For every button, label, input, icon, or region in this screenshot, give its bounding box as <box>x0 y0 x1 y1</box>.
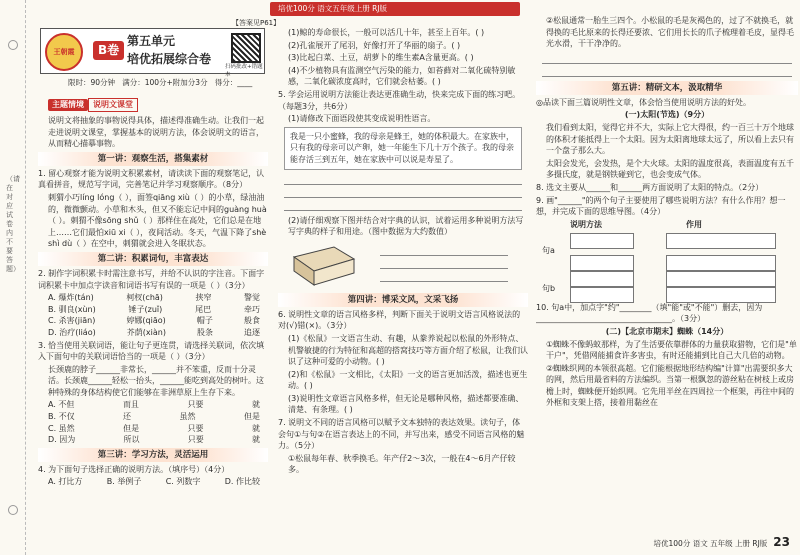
full-score: 满分：100分+附加分3分 <box>122 78 208 87</box>
volume-badge: B卷 <box>93 41 124 60</box>
method-box[interactable] <box>570 287 634 303</box>
option-cell-row <box>38 327 268 339</box>
dictionary-figure <box>278 239 528 291</box>
right-content <box>536 0 798 409</box>
left-content <box>38 114 268 488</box>
question-5-part2: (2)请仔细观察下图并结合对字典的认识，试着运用多种说明方法写写字典的样子和用途。（图中数据为大约数值） <box>288 215 524 237</box>
passage-2-para2: ②蜘蛛织网的本领很高超。它们能根据地形结构编"计算"出需要织多大的网，然后用最省料的方法编织。当第一根飘忽的游丝粘在树枝上或房檐上时，蜘蛛便开始织网。它先用半丝在四周拉一个框架，再往中间的外框和支架上搭，接着用黏丝在 <box>546 363 794 408</box>
question-9: 9. 画"______"的两个句子主要使用了哪些说明方法？有什么作用？想一想，并完成下面的思维导图。（4分） <box>536 195 786 217</box>
option-cell[interactable]: 股条 <box>196 327 213 337</box>
answer-line[interactable] <box>284 172 522 185</box>
page-footer <box>654 534 790 551</box>
passage-1-para1: 我们看到太阳，觉得它并不大，实际上它大得很，约一百三十万个地球的体积才能抵得上一个太阳。因为太阳离地球太远了，所以看上去只有一个盘子那么大。 <box>546 122 794 156</box>
section-1-title: 第一讲：观察生活，搭集素材 <box>38 152 268 166</box>
answer-line[interactable] <box>380 256 508 269</box>
method-option[interactable]: B. 举例子 <box>106 477 142 487</box>
answer-line[interactable] <box>542 64 792 77</box>
score-got: 得分：____ <box>214 78 253 87</box>
option-cell-row <box>38 315 268 327</box>
method-option[interactable]: D. 作比较 <box>224 477 260 487</box>
theme-tags <box>48 98 138 112</box>
column-right <box>536 0 798 555</box>
option-cell[interactable]: 但是 <box>243 412 260 422</box>
title-box <box>40 28 265 78</box>
passage-2-title: (二)【北京市期末】蜘蛛（14分） <box>605 326 729 336</box>
method-box[interactable] <box>570 233 634 249</box>
question-3-options <box>38 399 268 445</box>
option-cell[interactable]: 锤子(zuǐ) <box>128 304 163 314</box>
question-6-items <box>278 333 528 416</box>
answer-line[interactable] <box>284 185 522 198</box>
option-cell[interactable]: 挟窄 <box>195 293 212 303</box>
question-3-text: 长颈鹿的脖子______非常长，______并不笨重，反而十分灵活。长颈鹿______轻松一抬头，______能吃到高处的树叶。这种特殊的身体结构使它们能够在非洲草原上生存下来。 <box>48 364 264 397</box>
binding-gutter <box>0 0 26 555</box>
option-cell[interactable]: B. 驯良(xùn) <box>48 304 96 314</box>
question-6: 6. 说明性文章的语言风格多样，判断下面关于说明文语言风格说法的对(√)错(×)。（3分） <box>278 309 521 331</box>
passage-2-para1: ①蜘蛛不像蚂蚁那样，为了生活要依靠群体的力量获取猎物，它们是"单干户"，凭借网能捕食许多害虫，有时还能捕到比自己大几倍的动物。 <box>546 339 797 361</box>
question-3: 3. 恰当使用关联词语，能让句子更连贯，请选择关联词，依次填入下面句中的关联词语恰当的一项是（ ）（3分） <box>38 340 265 362</box>
option-cell[interactable]: A. 爆炸(tán) <box>48 293 94 303</box>
question-5: 5. 学会运用说明方法能让表达更准确生动，快来完成下面的练习吧。（每题3分，共6分） <box>278 89 521 111</box>
dictionary-icon <box>284 239 364 289</box>
question-6-item[interactable]: (2)和《松鼠》一文相比，《太阳》一文的语言更加活泼，描述也更生动。( ) <box>288 369 528 391</box>
option-cell[interactable]: 只要 <box>187 423 204 433</box>
question-2: 2. 制作字词积累卡时需注意书写，并给不认识的字注音。下面字词积累卡中加点字读音和词语书写有误的一项是（ ）（3分） <box>38 268 265 290</box>
option-cell[interactable]: 就 <box>252 435 260 445</box>
question-1: 1. 留心观察才能为说明文积累素材，请读读下面的观察笔记，认真看拼音，规范写字词，完善笔记并学习观察顺序。（8分） <box>38 168 265 190</box>
hole-mark <box>8 40 18 50</box>
section-3-title: 第三讲：学习方法，灵活运用 <box>38 448 268 462</box>
effect-box[interactable] <box>666 255 776 271</box>
option-cell[interactable]: 警觉 <box>244 293 260 303</box>
question-8: 8. 选文主要从______和______两方面说明了太阳的特点。（2分） <box>536 182 764 192</box>
method-option[interactable]: C. 列数字 <box>165 477 201 487</box>
intro-text: 说明文将抽象的事物说得具体，描述得准确生动。让我们一起走进说明文课堂，掌握基本的说明方法，体会说明文的语言，从而精心描摹事物。 <box>48 116 264 149</box>
method-option[interactable]: A. 打比方 <box>48 477 83 487</box>
question-5-part1: (1)请修改下面语段使其变成说明性语言。 <box>288 114 436 124</box>
question-2-options <box>38 292 268 338</box>
option-cell[interactable]: 追逐 <box>244 327 260 337</box>
question-4-options <box>38 476 268 488</box>
option-cell[interactable]: C. 杀害(jiān) <box>48 316 96 326</box>
option-cell[interactable]: 婷娜(qiāo) <box>126 316 166 326</box>
answer-reference: 【答案见P61】 <box>232 19 281 27</box>
option-cell[interactable]: 尾巴 <box>195 304 212 314</box>
answer-line[interactable] <box>380 269 508 282</box>
mindmap-row-a: 句a <box>542 245 555 255</box>
section-5-title: 第五讲：精研文本，汲取精华 <box>536 81 798 95</box>
page-number: 23 <box>773 534 790 549</box>
option-cell[interactable]: 帽子 <box>196 316 213 326</box>
exam-meta <box>68 78 252 89</box>
question-4-items <box>278 27 528 88</box>
section-5-intro: ◎品读下面三篇说明性文章，体会恰当使用说明方法的好处。 <box>536 97 751 107</box>
unit-title: 第五单元 <box>127 34 176 48</box>
time-limit: 限时：90分钟 <box>68 78 116 87</box>
answer-line[interactable] <box>380 243 508 256</box>
question-4-item[interactable]: (1)鲸的寿命很长，一般可以活几十年，甚至上百年。( ) <box>288 28 485 37</box>
option-cell[interactable]: 柯杈(chā) <box>126 293 163 303</box>
passage-1-para2: 太阳会发光，会发热，是个大火球。太阳的温度很高，表面温度有五千多摄氏度，就是钢铁碰到它，也会变成气体。 <box>546 158 794 180</box>
mindmap-head-effect: 作用 <box>686 219 702 229</box>
column-left <box>28 0 270 555</box>
footer-text: 培优100分 语文 五年级 上册 RJ版 <box>653 538 768 548</box>
option-cell-row <box>38 304 268 316</box>
question-7-sentence2: ②松鼠通常一胎生三四个。小松鼠的毛是灰褐色的，过了不就换毛，就得换的毛比原来的长得还要浓、它们用长长的爪子梳理着毛皮，显得毛光水滑，干干净净的。 <box>546 16 794 49</box>
option-cell[interactable]: 还 <box>123 412 132 422</box>
question-7: 7. 说明文不同的语言风格可以赋予文本独特的表达效果。读句子，体会句①与句②在语言表达上的不同，并写出来，感受不同语言风格的魅力。（5分） <box>278 418 525 451</box>
method-box[interactable] <box>570 255 634 271</box>
option-cell-row <box>38 411 268 423</box>
effect-box[interactable] <box>666 271 776 287</box>
question-6-item[interactable]: (3)说明性文章语言风格多样，但无论是哪种风格，描述都要准确、清楚、有条理。( ) <box>288 393 524 415</box>
option-cell[interactable]: 而且 <box>122 400 139 410</box>
option-cell[interactable]: A. 不但 <box>48 400 75 410</box>
option-cell-row <box>38 292 268 304</box>
option-cell[interactable]: 芥荫(xiàn) <box>126 327 166 337</box>
question-10: 10. 句a中，加点字"约"________（填"能"或"不能"）删去，因为__________________________________。（3分） <box>536 302 763 324</box>
question-6-item[interactable]: (1)《松鼠》一文语言生动、有趣，从豢养说起以松鼠的外形特点、机警敏捷的行为特征和高超的搭窝技巧等方面介绍了松鼠，让我们认识了这种可爱的小动物。( ) <box>288 333 528 367</box>
option-cell[interactable]: 虽然 <box>179 412 196 422</box>
effect-box[interactable] <box>666 287 776 303</box>
qr-code-icon[interactable] <box>231 33 261 63</box>
option-cell-row <box>38 423 268 435</box>
option-cell[interactable]: C. 虽然 <box>48 423 75 433</box>
option-cell[interactable]: 只要 <box>187 400 204 410</box>
option-cell[interactable]: 就 <box>251 400 260 410</box>
brand-logo: 王朝霞 <box>45 33 83 71</box>
mind-map <box>536 219 798 301</box>
qr-label: 扫码批改+错题本 <box>225 64 263 78</box>
bee-passage: 我是一只小蜜蜂，我的母亲是蜂王，她的体积最大。在家族中，只有我的母亲可以产卵，她一年能生下几十万个孩子。我的母亲能存活三到五年，她在家族中可以说是寿星了。 <box>284 127 522 170</box>
header-banner: 培优100分 语文五年级上册 RJ版 <box>270 2 520 16</box>
option-cell[interactable]: 般食 <box>243 316 260 326</box>
hole-mark <box>8 505 18 515</box>
section-4-title: 第四讲：博采文风，文采飞扬 <box>278 293 528 307</box>
answer-line[interactable] <box>542 51 792 64</box>
option-cell[interactable]: 但是 <box>123 423 140 433</box>
question-4: 4. 为下面句子选择正确的说明方法。（填序号）（4分） <box>38 464 230 474</box>
mindmap-row-b: 句b <box>542 283 556 293</box>
exam-title: 培优拓展综合卷 <box>127 52 212 66</box>
question-7-sentence1: ①松鼠每年春、秋季换毛。年产仔2～3次，一般在4～6月产仔较多。 <box>288 453 516 475</box>
passage-1-title: (一)太阳(节选)（9分） <box>624 110 710 120</box>
effect-box[interactable] <box>666 233 776 249</box>
option-cell[interactable]: B. 不仅 <box>48 412 75 422</box>
question-4-item[interactable]: (2)孔雀展开了尾羽，好像打开了华丽的扇子。( ) <box>288 40 461 50</box>
gutter-note: （请在对应试卷内不要答题） <box>6 175 20 273</box>
option-cell-row <box>38 399 268 411</box>
mindmap-head-method: 说明方法 <box>570 219 602 229</box>
option-cell[interactable]: 就 <box>251 423 260 433</box>
observation-note[interactable]: 刺猬小巧líng lóng（ ），面签qiāng xiù（ ）的小草，绿油油的，微微颤动。小草和木头，但又不能忘记中间的guàng huà（ ）。刺猬不像sōng shǔ（ ）那样住在高处，它们总是在地上……它们最怕xiū xi（ ），夜间活动。冬天，气温下降了shè shì dù（ ）在空中，刺猬就会进入冬眠状态。 <box>48 192 267 249</box>
answer-line[interactable] <box>284 198 522 211</box>
column-middle <box>278 0 528 555</box>
theme-tag: 主题情境 <box>48 99 88 111</box>
option-cell[interactable]: D. 治疗(liáo) <box>48 327 96 337</box>
option-cell[interactable]: 只要 <box>187 435 204 445</box>
theme-label: 说明文课堂 <box>88 98 138 112</box>
question-4-item[interactable]: (3)比起白菜、土豆，胡萝卜的维生素A含量更高。( ) <box>288 53 474 63</box>
option-cell[interactable]: 所以 <box>123 435 140 445</box>
option-cell[interactable]: D. 因为 <box>48 435 76 445</box>
option-cell[interactable]: 牵巧 <box>243 304 260 314</box>
section-2-title: 第二讲：积累词句，丰富表达 <box>38 252 268 266</box>
method-box[interactable] <box>570 271 634 287</box>
middle-content <box>278 0 528 476</box>
option-cell-row <box>38 434 268 446</box>
question-4-item[interactable]: (4)不少植物具有监测空气污染的能力，如苔藓对二氧化硫特别敏感，二氧化碳浓度高时，它们就会枯萎。( ) <box>288 65 516 87</box>
